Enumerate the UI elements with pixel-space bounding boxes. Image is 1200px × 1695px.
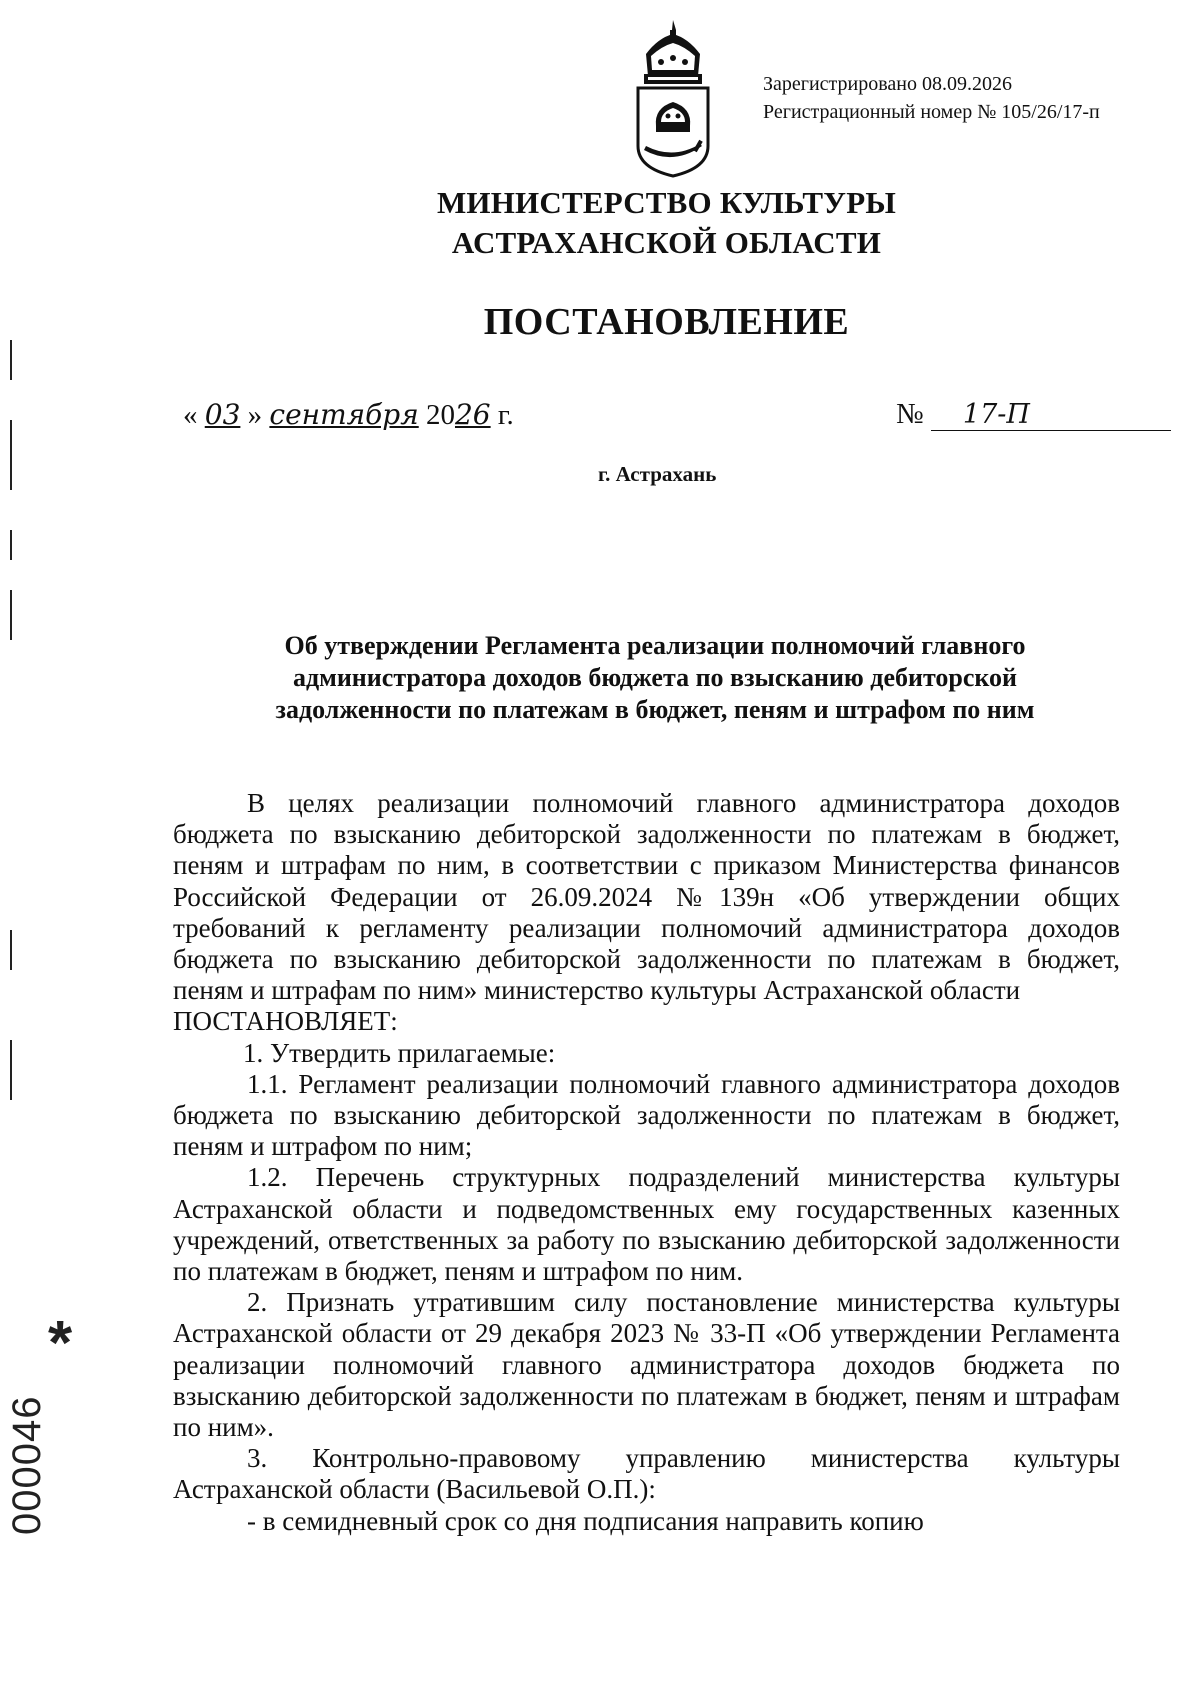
item-3: 3. Контрольно-правовому управлению министерства культуры Астраханской области (Васильевой О.П.): (173, 1443, 1120, 1505)
margin-scan-line (10, 530, 12, 560)
date-open-quote: « (183, 399, 198, 431)
margin-scan-line (10, 1040, 12, 1100)
item-1-1: 1.1. Регламент реализации полномочий главного администратора доходов бюджета по взысканию дебиторской задолженности по платежам в бюджет, пеням и штрафом по ним; (173, 1068, 1120, 1162)
subject-line3: задолженности по платежам в бюджет, пеням и штрафом по ним (275, 695, 1035, 724)
decree-date (183, 398, 514, 432)
margin-scan-line (10, 930, 12, 970)
subject-line2: администратора доходов бюджета по взысканию дебиторской (292, 663, 1018, 692)
decree-number (896, 398, 1171, 431)
coat-of-arms-emblem (628, 18, 718, 178)
date-year-unit: г. (497, 399, 514, 431)
date-month: сентября (269, 398, 419, 431)
preamble-paragraph: В целях реализации полномочий главного администратора доходов бюджета по взысканию дебиторской задолженности по платежам в бюджет, пеням и штрафам по ним, в соответствии с приказом Министерства финансов Российской Федерации от 26.09.2024 №139н «Об утверждении общих требований к регламенту реализации полномочий администратора доходов бюджета по взысканию дебиторской задолженности по платежам в бюджет, пеням и штрафам по ним» министерство культуры Астраханской области (173, 788, 1120, 1006)
item-1: 1. Утвердить прилагаемые: (243, 1037, 556, 1068)
number-value: 17-П (931, 399, 1171, 431)
decree-body (173, 788, 1120, 1537)
date-close-quote: » (247, 399, 263, 431)
subject-line1: Об утверждении Регламента реализации полномочий главного (284, 631, 1026, 660)
city-name: г. Астрахань (598, 462, 717, 486)
decree-subject (200, 630, 1110, 726)
item-1-2: 1.2. Перечень структурных подразделений министерства культуры Астраханской области и подведомственных ему государственных казенных учреждений, ответственных за работу по взысканию дебиторской задолженности по платежам в бюджет, пеням и штрафом по ним. (173, 1162, 1120, 1287)
item-2: 2. Признать утратившим силу постановление министерства культуры Астраханской области от 29 декабря 2023 № 33-П «Об утверждении Регламента реализации полномочий главного администратора доходов бюджета по взысканию дебиторской задолженности по платежам в бюджет, пеням и штрафам по ним». (173, 1287, 1120, 1443)
item-3-dash: - в семидневный срок со дня подписания направить копию (247, 1505, 924, 1536)
date-year-prefix: 20 (425, 399, 455, 431)
margin-scan-line (10, 420, 12, 490)
registration-date: Зарегистрировано 08.09.2026 (763, 73, 1013, 95)
margin-asterisk: * (48, 1309, 73, 1378)
ministry-name-line1: МИНИСТЕРСТВО КУЛЬТУРЫ (436, 185, 897, 220)
date-day: 03 (204, 398, 241, 431)
margin-scan-line (10, 340, 12, 380)
decree-word: ПОСТАНОВЛЯЕТ: (173, 1006, 398, 1037)
ministry-name-line2: АСТРАХАНСКОЙ ОБЛАСТИ (451, 225, 882, 260)
margin-sheet-number: 000046 (5, 1395, 49, 1535)
registration-number: Регистрационный номер № 105/26/17-п (763, 101, 1100, 123)
date-year-suffix: 26 (454, 398, 491, 431)
number-label: № (896, 398, 924, 430)
margin-scan-line (10, 590, 12, 640)
document-type-title: ПОСТАНОВЛЕНИЕ (483, 301, 850, 343)
